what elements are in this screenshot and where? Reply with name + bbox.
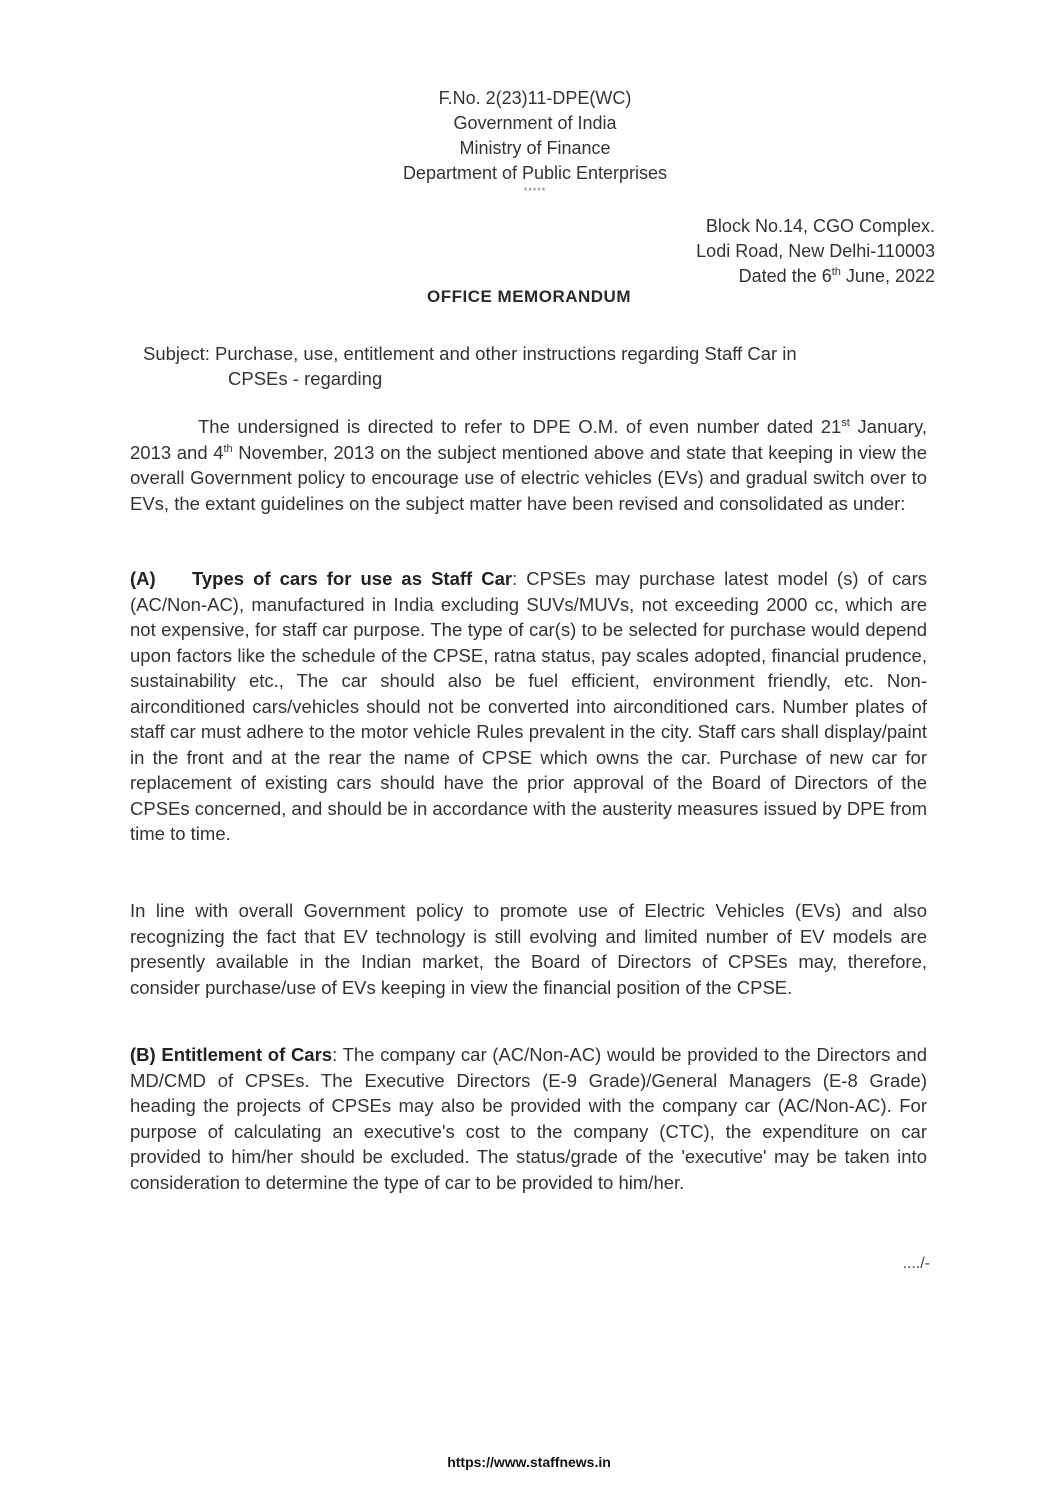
- section-b-heading: (B) Entitlement of Cars: [130, 1044, 333, 1065]
- footer-url: https://www.staffnews.in: [447, 1454, 611, 1470]
- subject-line-1: Subject: Purchase, use, entitlement and other instructions regarding Staff Car in: [143, 343, 797, 364]
- paragraph-types-of-cars: [130, 566, 927, 847]
- letterhead: [330, 86, 740, 196]
- address-line-2: Lodi Road, New Delhi-110003: [696, 241, 935, 261]
- section-a-body: : CPSEs may purchase latest model (s) of cars (AC/Non-AC), manufactured in India excluding SUVs/MUVs, not exceeding 2000 cc, which are not expensive, for staff car purpose. The type of car(s) to be selected for purchase would depend upon factors like the schedule of the CPSE, ratna status, pay scales adopted, financial prudence, sustainability etc., The car should also be fuel efficient, environment friendly, etc. Non-airconditioned cars/vehicles should not be converted into airconditioned cars. Number plates of staff car must adhere to the motor vehicle Rules prevalent in the city. Staff cars shall display/paint in the front and at the rear the name of CPSE which owns the car. Purchase of new car for replacement of existing cars should have the prior approval of the Board of Directors of the CPSEs concerned, and should be in accordance with the austerity measures issued by DPE from time to time.: [130, 568, 927, 844]
- separator-stars: *****: [523, 186, 547, 196]
- section-b-body: : The company car (AC/Non-AC) would be provided to the Directors and MD/CMD of CPSEs. The Executive Directors (E-9 Grade)/General Managers (E-8 Grade) heading the projects of CPSEs may also be provided with the company car (AC/Non-AC). For purpose of calculating an executive's cost to the company (CTC), the expenditure on car provided to him/her should be excluded. The status/grade of the 'executive' may be taken into consideration to determine the type of car to be provided to him/her.: [130, 1044, 927, 1193]
- paragraph-intro: [130, 414, 927, 516]
- section-a-heading: (A) Types of cars for use as Staff Car: [130, 568, 513, 589]
- address-line-1: Block No.14, CGO Complex.: [705, 216, 935, 236]
- paragraph-ev-policy: [130, 898, 927, 1000]
- date-prefix: Dated the 6: [738, 266, 832, 286]
- date-superscript: th: [831, 266, 841, 278]
- address-block: [696, 214, 935, 289]
- intro-text-2: January, 2013 and 4: [130, 416, 927, 463]
- memo-title: OFFICE MEMORANDUM: [427, 287, 631, 306]
- file-number: F.No. 2(23)11-DPE(WC): [438, 88, 632, 108]
- intro-sup-2: th: [223, 442, 233, 455]
- continuation-mark: ..../-: [902, 1255, 930, 1272]
- paragraph-entitlement: [130, 1042, 927, 1195]
- subject-line-2: CPSEs - regarding: [228, 368, 383, 389]
- intro-sup-1: st: [841, 416, 850, 429]
- ev-policy-body: In line with overall Government policy to promote use of Electric Vehicles (EVs) and also recognizing the fact that EV technology is still evolving and limited number of EV models are presently available in the Indian market, the Board of Directors of CPSEs may, therefore, consider purchase/use of EVs keeping in view the financial position of the CPSE.: [130, 900, 927, 998]
- intro-text-3: November, 2013 on the subject mentioned above and state that keeping in view the overall Government policy to encourage use of electric vehicles (EVs) and gradual switch over to EVs, the extant guidelines on the subject matter have been revised and consolidated as under:: [130, 441, 928, 514]
- date-line: [696, 264, 935, 289]
- government-name: Government of India: [453, 113, 617, 133]
- ministry-name: Ministry of Finance: [459, 138, 611, 158]
- department-name: Department of Public Enterprises: [402, 163, 668, 183]
- subject-block: [143, 341, 933, 391]
- date-suffix: June, 2022: [840, 266, 935, 286]
- intro-text-1: The undersigned is directed to refer to DPE O.M. of even number dated 21: [198, 416, 842, 437]
